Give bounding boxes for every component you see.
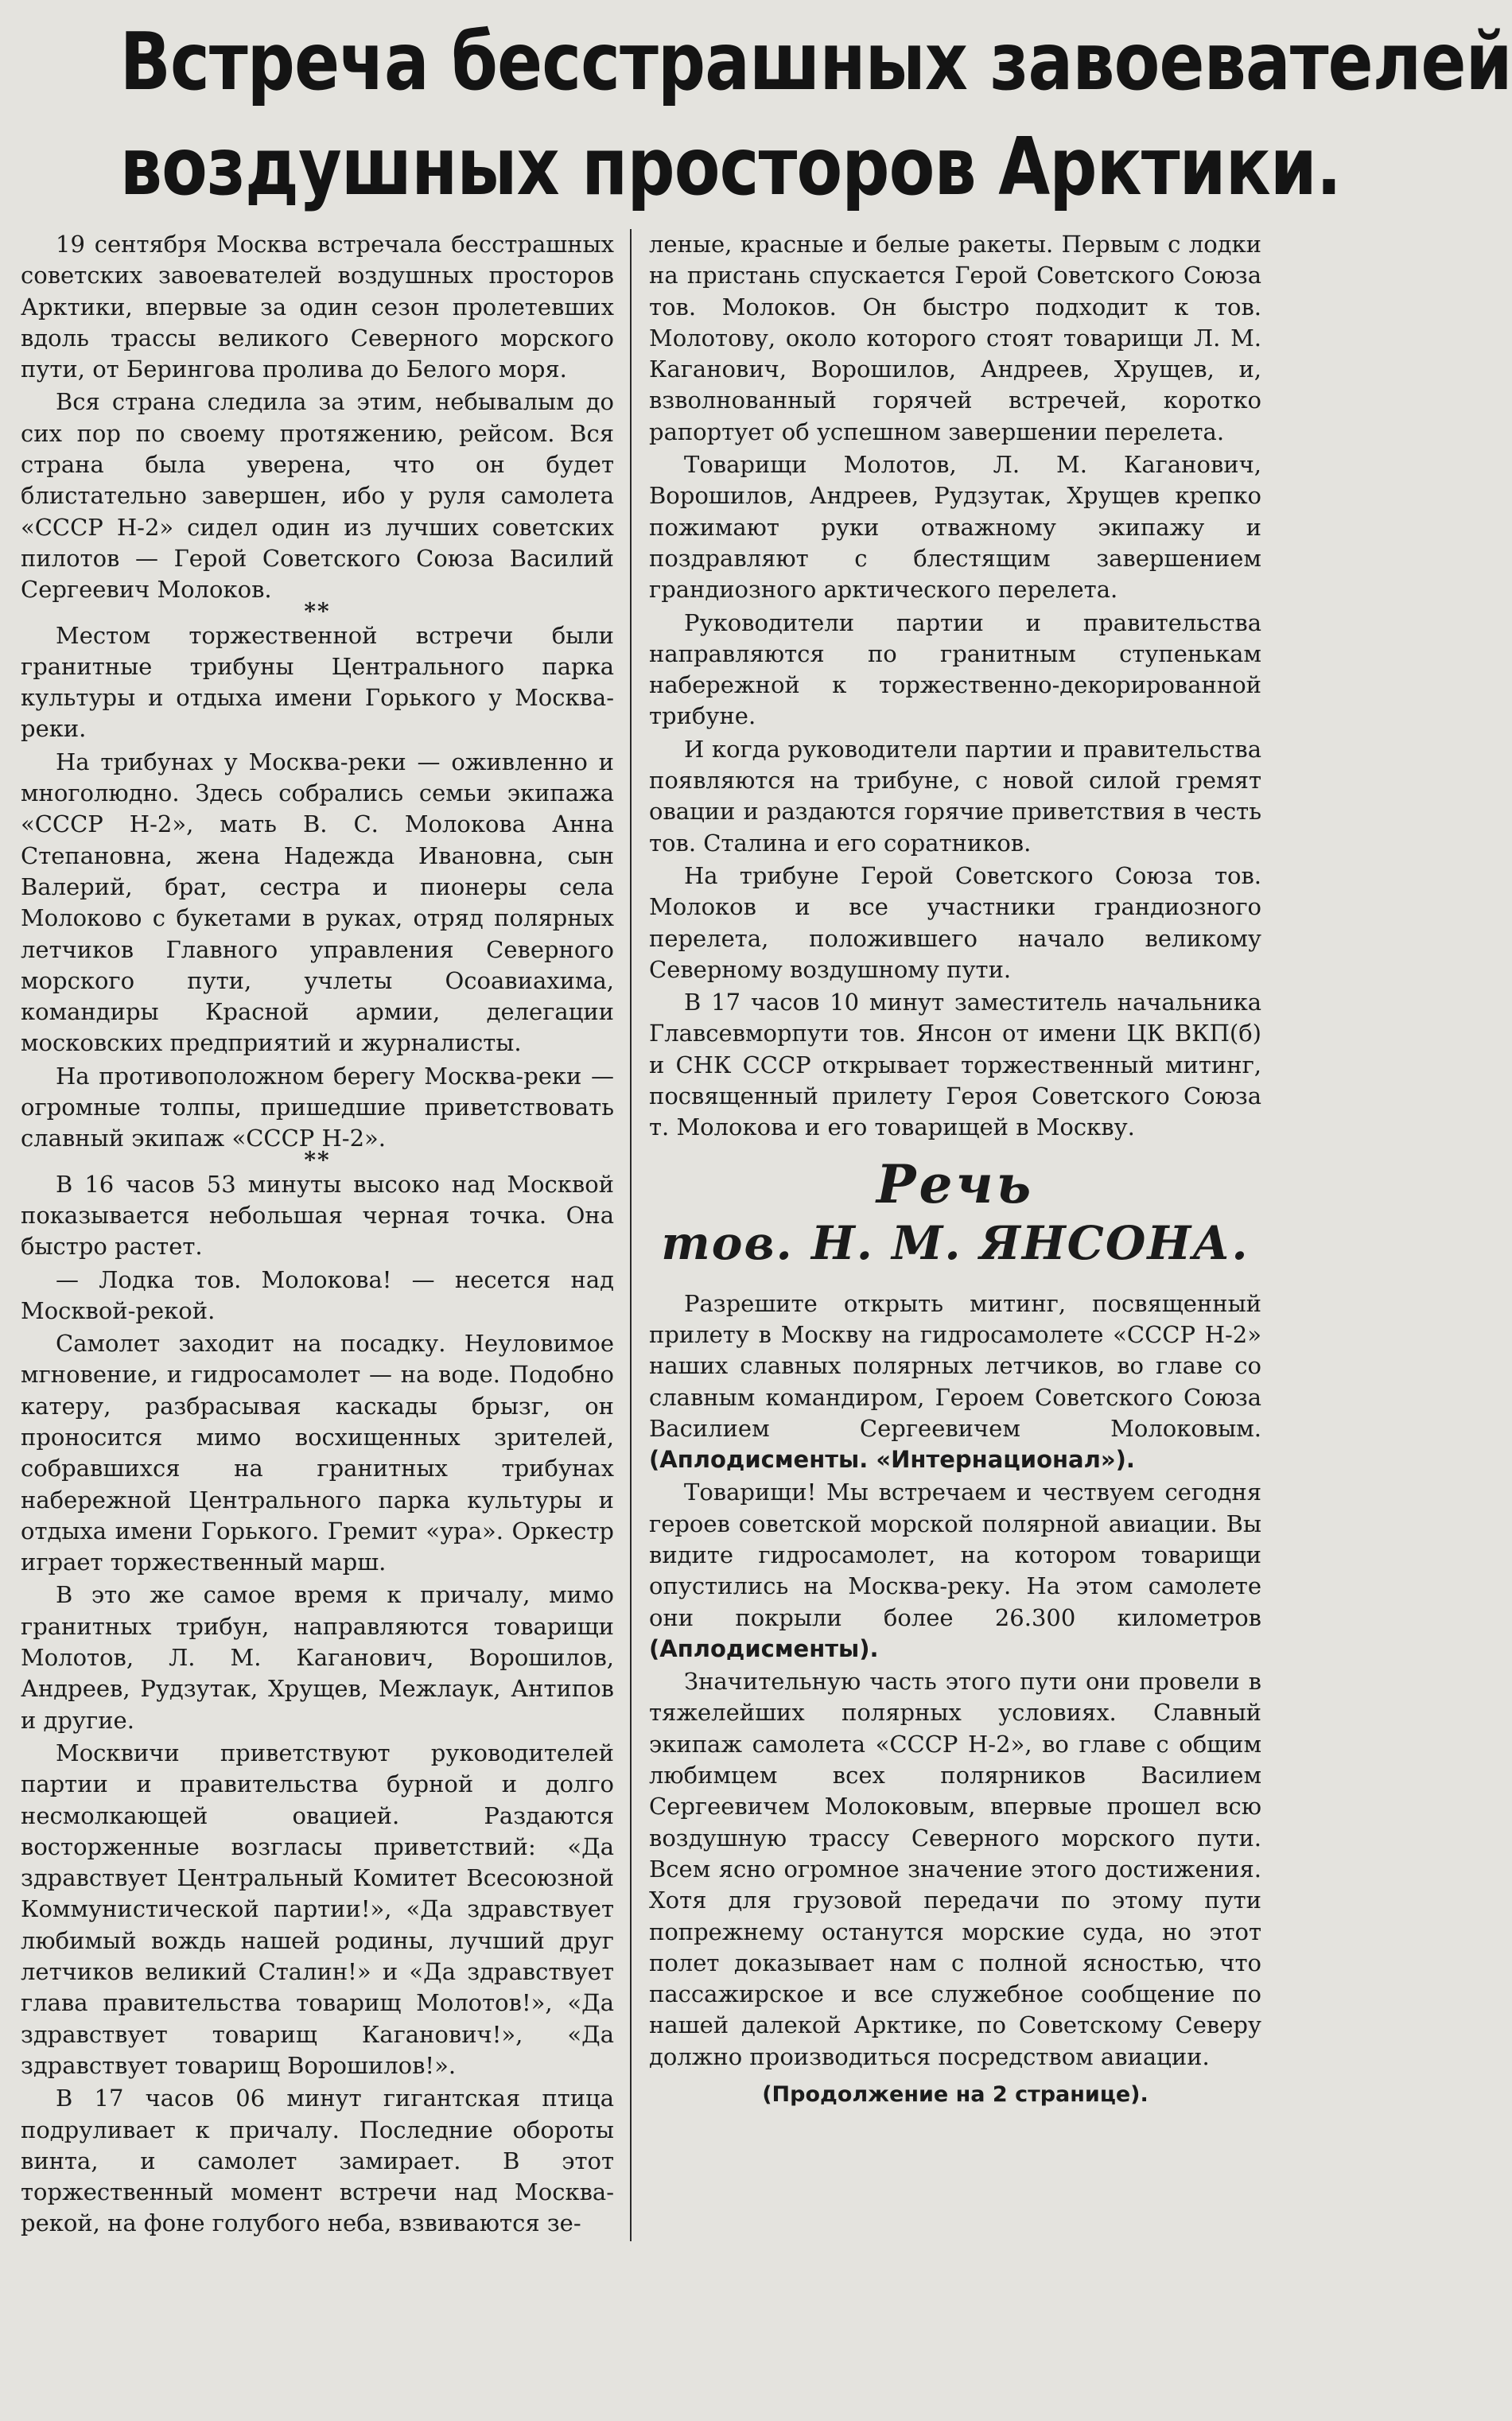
paragraph: В 16 часов 53 минуты высоко над Москвой показывается небольшая черная точка. Она быстро растет. xyxy=(21,1170,614,1261)
left-column xyxy=(21,229,632,2241)
paragraph: На трибунах у Москва-реки — оживленно и многолюдно. Здесь собрались семьи экипажа «СССР Н-2», мать В. С. Молокова Анна Степановна, жена Надежда Ивановна, сын Валерий, брат, сестра и пионеры села Молоково с букетами в руках, отряд полярных летчиков Главного управления Северного морского пути, учлеты Осоавиахима, командиры Красной армии, делегации московских предприятий и журналисты. xyxy=(21,748,614,1057)
paragraph: 19 сентября Москва встречала бесстрашных советских завоевателей воздушных просторов Арктики, впервые за один сезон пролетевших вдоль трассы великого Северного морского пути, от Берингова пролива до Белого моря. xyxy=(21,231,614,383)
paragraph: Местом торжественной встречи были гранитные трибуны Центрального парка культуры и отдыха имени Горького у Москва-реки. xyxy=(21,621,614,743)
applause-note: (Аплодисменты. «Интернационал»). xyxy=(649,1446,1135,1474)
paragraph: На противоположном берегу Москва-реки — огромные толпы, пришедшие приветствовать славный экипаж «СССР Н-2». xyxy=(21,1062,614,1152)
article-columns xyxy=(21,229,1261,2241)
headline-line-2: воздушных просторов Арктики. xyxy=(119,120,1341,213)
headline-line-1: Встреча бесстрашных завоевателей xyxy=(119,15,1512,108)
paragraph: леные, красные и белые ракеты. Первым с лодки на пристань спускается Герой Советского Союза тов. Молоков. Он быстро подходит к тов. Молотову, около которого стоят товарищи Л. М. Каганович, Ворошилов, Андреев, Хрущев, и, взволнованный горячей встречей, коротко рапортует об успешном завершении перелета. xyxy=(649,231,1261,445)
speech-paragraph xyxy=(649,1477,1261,1665)
speech-title xyxy=(649,1153,1261,1271)
right-column xyxy=(632,229,1261,2241)
headline xyxy=(119,10,1512,220)
paragraph: Москвичи приветствуют руководителей партии и правительства бурной и долго несмолкающей овацией. Раздаются восторженные возгласы приветствий: «Да здравствует Центральный Комитет Всесоюзной Коммунистической партии!», «Да здравствует любимый вождь нашей родины, лучший друг летчиков великий Сталин!» и «Да здравствует глава правительства товарищ Молотов!», «Да здравствует товарищ Каганович!», «Да здравствует товарищ Ворошилов!». xyxy=(21,1739,614,2079)
speech-paragraph: Значительную часть этого пути они провели в тяжелейших полярных условиях. Славный экипаж самолета «СССР Н-2», во главе с общим любимцем всех полярников Василием Сергеевичем Молоковым, впервые прошел всю воздушную трассу Северного морского пути. Всем ясно огромное значение этого достижения. Хотя для грузовой передачи по этому пути попрежнему останутся морские суда, но этот полет доказывает нам с полной ясностью, что пассажирское и все служебное сообщение по нашей далекой Арктике, по Советскому Северу должно производиться посредством авиации. xyxy=(649,1668,1261,2070)
continuation-note: (Продолжение на 2 странице). xyxy=(762,2082,1149,2108)
speech-title-line-1: Речь xyxy=(876,1152,1035,1215)
paragraph: Руководители партии и правительства направляются по гранитным ступенькам набережной к торжественно-декорированной трибуне. xyxy=(649,608,1261,730)
section-separator: ** xyxy=(304,1146,331,1173)
paragraph: Вся страна следила за этим, небывалым до сих пор по своему протяжению, рейсом. Вся страна была уверена, что он будет блистательно завершен, ибо у руля самолета «СССР Н-2» сидел один из лучших советских пилотов — Герой Советского Союза Василий Сергеевич Молоков. xyxy=(21,388,614,604)
speech-title-line-2: тов. Н. М. ЯНСОНА. xyxy=(661,1215,1250,1270)
applause-note: (Аплодисменты). xyxy=(649,1634,879,1662)
speech-text: Разрешите открыть митинг, посвященный прилету в Москву на гидросамолете «СССР Н-2» наших славных полярных летчиков, во главе со славным командиром, Героем Советского Союза Василием Сергеевичем Молоковым. xyxy=(649,1289,1261,1442)
paragraph: В это же самое время к причалу, мимо гранитных трибун, направляются товарищи Молотов, Л. М. Каганович, Ворошилов, Андреев, Рудзутак, Хрущев, Межлаук, Антипов и другие. xyxy=(21,1581,614,1734)
paragraph: В 17 часов 10 минут заместитель начальника Главсевморпути тов. Янсон от имени ЦК ВКП(б) и СНК СССР открывает торжественный митинг, посвященный прилету Героя Советского Союза т. Молокова и его товарищей в Москву. xyxy=(649,989,1261,1141)
speech-text: Товарищи! Мы встречаем и чествуем сегодня героев советской морской полярной авиации. Вы видите гидросамолет, на котором товарищи опустились на Москва-реку. На этом самолете они покрыли более 26.300 километров xyxy=(649,1479,1261,1631)
paragraph: — Лодка тов. Молокова! — несется над Москвой-рекой. xyxy=(21,1265,614,1324)
paragraph: В 17 часов 06 минут гигантская птица подруливает к причалу. Последние обороты винта, и самолет замирает. В этот торжественный момент встречи над Москва-рекой, на фоне голубого неба, взвиваются зе- xyxy=(21,2085,614,2237)
paragraph: Самолет заходит на посадку. Неуловимое мгновение, и гидросамолет — на воде. Подобно катеру, разбрасывая каскады брызг, он проносится мимо восхищенных зрителей, собравшихся на гранитных трибунах набережной Центрального парка культуры и отдыха имени Горького. Гремит «ура». Оркестр играет торжественный марш. xyxy=(21,1330,614,1576)
paragraph: На трибуне Герой Советского Союза тов. Молоков и все участники грандиозного перелета, положившего начало великому Северному воздушному пути. xyxy=(649,861,1261,983)
section-separator: ** xyxy=(304,597,331,624)
speech-paragraph xyxy=(649,1288,1261,1476)
paragraph: И когда руководители партии и правительства появляются на трибуне, с новой силой гремят овации и раздаются горячие приветствия в честь тов. Сталина и его соратников. xyxy=(649,735,1261,857)
paragraph: Товарищи Молотов, Л. М. Каганович, Ворошилов, Андреев, Рудзутак, Хрущев крепко пожимают руки отважному экипажу и поздравляют с блестящим завершением грандиозного арктического перелета. xyxy=(649,451,1261,604)
